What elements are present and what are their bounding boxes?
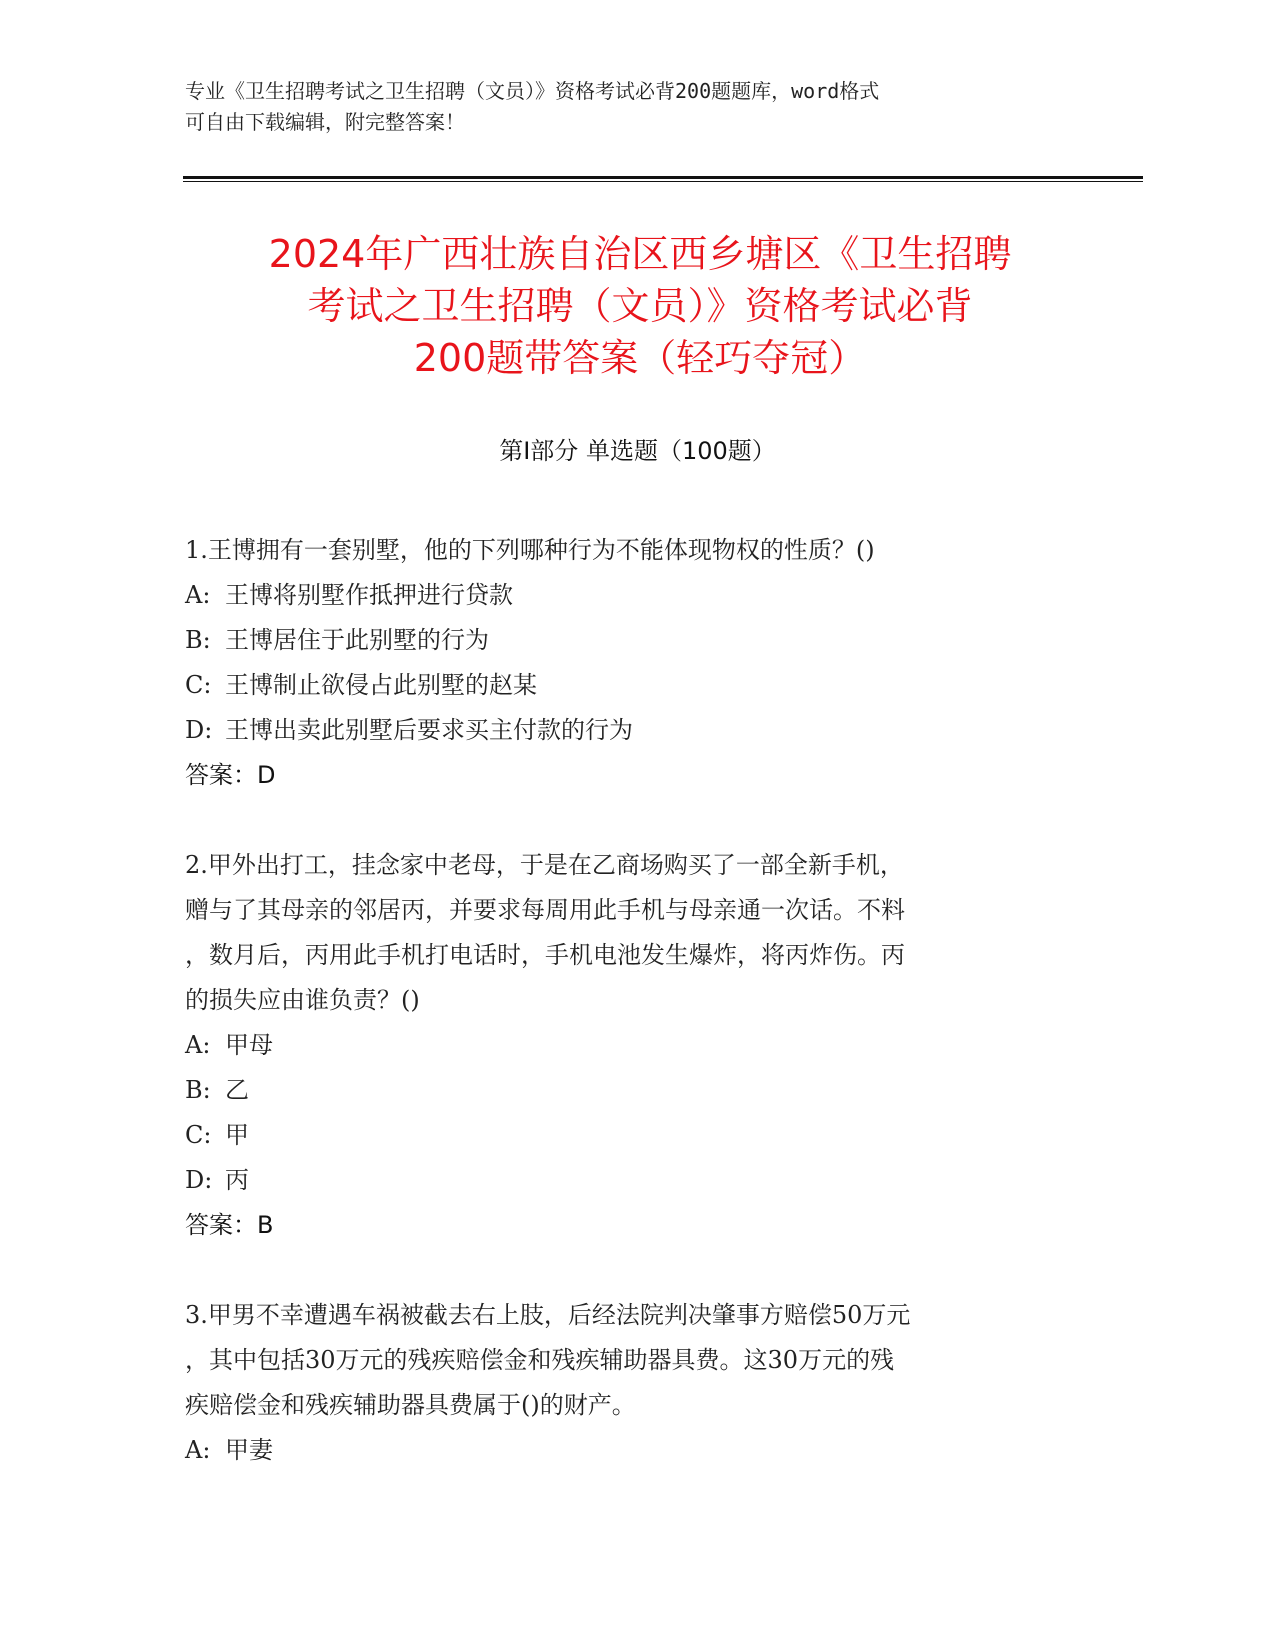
header-divider-thin [183,181,1143,182]
question-text-line: 的损失应由谁负责？() [185,986,420,1014]
question-option-a [185,1428,1065,1473]
question-1 [185,528,1065,798]
option-text: 甲母 [225,1031,273,1059]
question-text-line: 2.甲外出打工，挂念家中老母，于是在乙商场购买了一部全新手机， [185,851,904,879]
question-answer: 答案：D [185,761,276,789]
document-title-line-1: 2024年广西壮族自治区西乡塘区《卫生招聘 [268,232,1012,276]
header-note-line-2: 可自由下载编辑，附完整答案！ [185,110,465,134]
header-note [185,76,1065,138]
question-text-line: 疾赔偿金和残疾辅助器具费属于()的财产。 [185,1391,636,1419]
question-text-line: ，其中包括30万元的残疾赔偿金和残疾辅助器具费。这30万元的残 [185,1346,895,1374]
question-text-line: ，数月后，丙用此手机打电话时，手机电池发生爆炸，将丙炸伤。丙 [185,941,905,969]
document-title [170,228,1110,384]
option-key: C: [185,671,212,699]
option-text: 王博居住于此别墅的行为 [225,626,489,654]
option-key: A: [185,1031,211,1059]
question-2 [185,843,1065,1248]
option-text: 王博将别墅作抵押进行贷款 [225,581,513,609]
question-option-d [185,1158,1065,1203]
option-key: A: [185,581,211,609]
option-key: C: [185,1121,212,1149]
question-text-line: 3.甲男不幸遭遇车祸被截去右上肢，后经法院判决肇事方赔偿50万元 [185,1301,911,1329]
question-option-b [185,618,1065,663]
option-text: 甲妻 [225,1436,273,1464]
question-list [185,528,1065,1518]
header-divider-thick [183,176,1143,179]
option-text: 丙 [225,1166,249,1194]
section-heading: 第Ⅰ部分 单选题（100题） [499,437,776,465]
option-key: A: [185,1436,211,1464]
option-text: 王博制止欲侵占此别墅的赵某 [225,671,537,699]
option-key: B: [185,1076,211,1104]
option-text: 甲 [225,1121,249,1149]
option-text: 王博出卖此别墅后要求买主付款的行为 [225,716,633,744]
question-text-line: 赠与了其母亲的邻居丙，并要求每周用此手机与母亲通一次话。不料 [185,896,905,924]
question-option-c [185,663,1065,708]
question-text-line: 1.王博拥有一套别墅，他的下列哪种行为不能体现物权的性质？() [185,536,875,564]
option-text: 乙 [225,1076,249,1104]
document-title-line-2: 考试之卫生招聘（文员）》资格考试必背 [307,284,973,328]
header-note-line-1: 专业《卫生招聘考试之卫生招聘（文员）》资格考试必背200题题库，word格式 [185,79,880,103]
option-key: D: [185,1166,213,1194]
option-key: D: [185,716,213,744]
question-option-a [185,1023,1065,1068]
question-option-d [185,708,1065,753]
document-title-line-3: 200题带答案（轻巧夺冠） [413,336,867,380]
option-key: B: [185,626,211,654]
question-option-a [185,573,1065,618]
question-3 [185,1293,1065,1473]
question-answer: 答案：B [185,1211,274,1239]
question-option-c [185,1113,1065,1158]
question-option-b [185,1068,1065,1113]
